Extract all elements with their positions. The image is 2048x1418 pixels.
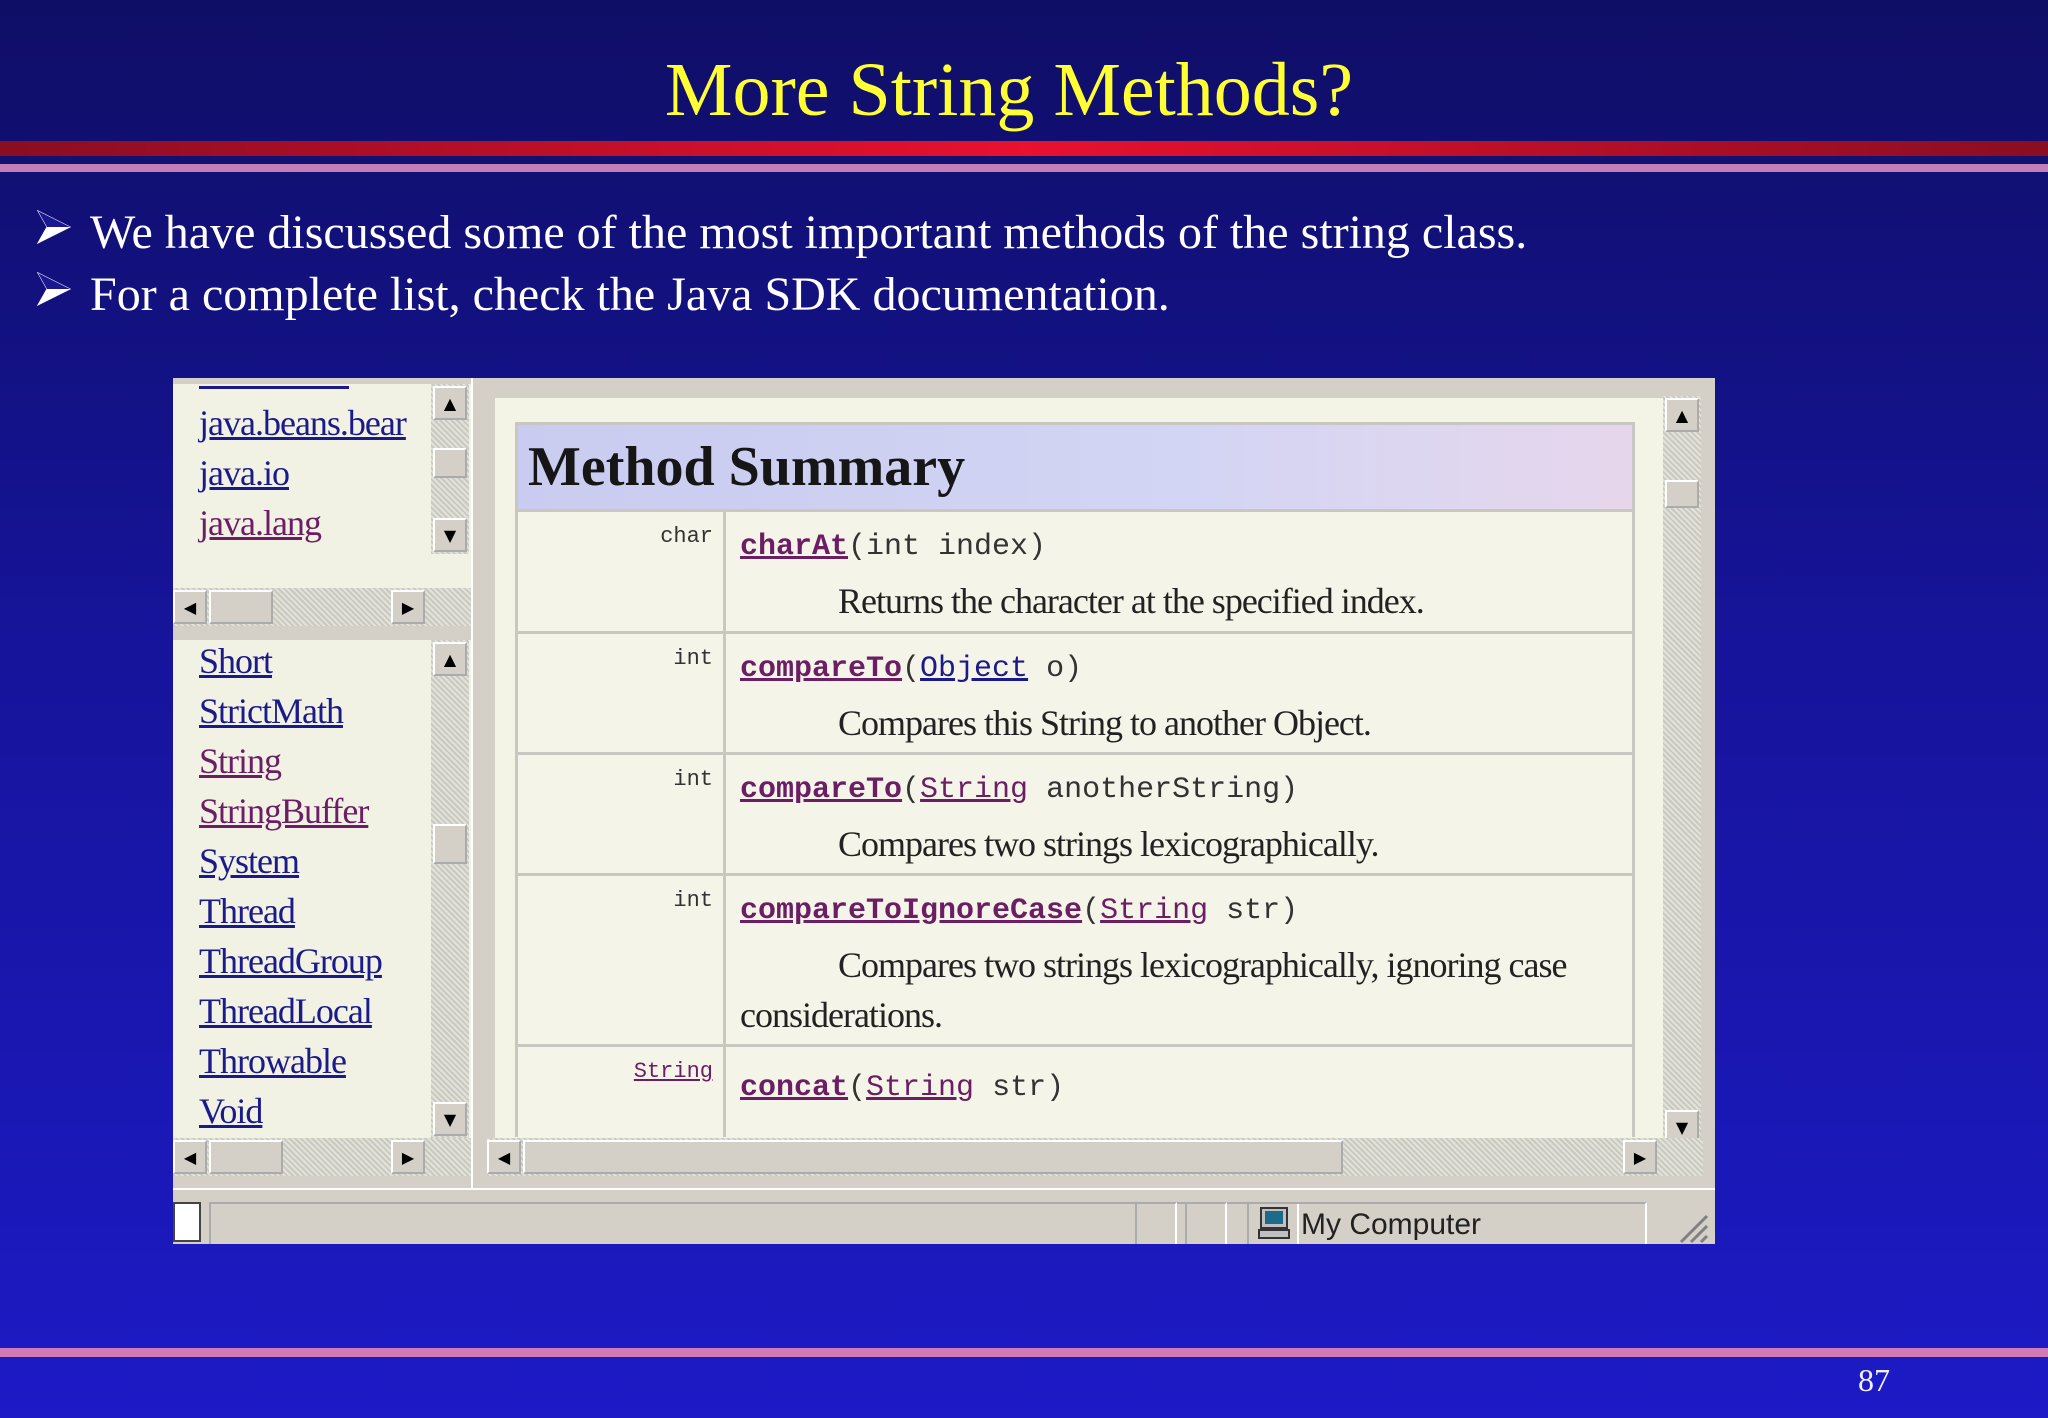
- status-cell: [1185, 1202, 1227, 1244]
- method-description: Compares two strings lexicographically.: [838, 824, 1379, 864]
- scroll-down-icon[interactable]: ▼: [433, 1102, 467, 1136]
- class-link-string[interactable]: String: [199, 741, 282, 781]
- scroll-up-icon[interactable]: ▲: [433, 642, 467, 676]
- method-signature: [740, 530, 1046, 564]
- status-bar: [173, 1188, 1715, 1244]
- type-link-string[interactable]: String: [920, 773, 1029, 807]
- table-row: [515, 512, 1635, 634]
- main-vertical-scrollbar[interactable]: [1663, 396, 1701, 1146]
- signature-param-name: anotherString): [1028, 773, 1299, 807]
- signature-open-paren: (: [1082, 894, 1101, 928]
- javadoc-browser-screenshot: [173, 378, 1715, 1244]
- return-type: int: [518, 876, 726, 1044]
- class-link-void[interactable]: Void: [199, 1091, 263, 1131]
- method-signature: [740, 773, 1298, 807]
- packages-horizontal-scrollbar[interactable]: [173, 588, 471, 626]
- method-link-charat[interactable]: charAt: [740, 530, 849, 564]
- page-done-icon: [173, 1202, 201, 1242]
- package-link-java-beans[interactable]: java.beans.bear: [199, 403, 406, 443]
- method-description: Compares two strings lexicographically, ignoring case considerations.: [740, 945, 1567, 1035]
- class-link-threadlocal[interactable]: ThreadLocal: [199, 991, 372, 1031]
- frame-splitter[interactable]: [471, 378, 495, 1188]
- scroll-thumb[interactable]: [1665, 480, 1699, 508]
- bullet-text: We have discussed some of the most important methods of the string class.: [90, 206, 1528, 259]
- title-divider-red: [0, 141, 2048, 156]
- class-link-short[interactable]: Short: [199, 641, 273, 681]
- signature-open-paren: (: [902, 652, 921, 686]
- packages-frame: [173, 384, 471, 594]
- type-link-string[interactable]: String: [1100, 894, 1209, 928]
- zone-label: My Computer: [1301, 1208, 1482, 1241]
- scroll-right-icon[interactable]: ▶: [391, 590, 425, 624]
- arrowhead-bullet-icon: [36, 208, 74, 246]
- title-divider-pink: [0, 164, 2048, 172]
- signature-param-name: o): [1028, 652, 1083, 686]
- table-row: [515, 1047, 1635, 1137]
- scroll-thumb[interactable]: [433, 824, 467, 864]
- method-link-concat[interactable]: concat: [740, 1071, 849, 1105]
- main-horizontal-scrollbar[interactable]: [487, 1138, 1703, 1176]
- method-link-compareto-string[interactable]: compareTo: [740, 773, 903, 807]
- class-link-threadgroup[interactable]: ThreadGroup: [199, 941, 382, 981]
- return-type: char: [518, 512, 726, 631]
- class-link-stringbuffer[interactable]: StringBuffer: [199, 791, 369, 831]
- scroll-thumb[interactable]: [209, 590, 273, 624]
- classes-frame: [173, 640, 471, 1146]
- signature-open-paren: (: [902, 773, 921, 807]
- computer-icon: [1257, 1206, 1293, 1240]
- slide-title: More String Methods?: [664, 48, 1354, 132]
- return-type-link[interactable]: String: [518, 1047, 726, 1137]
- method-description: Returns the character at the specified index.: [838, 581, 1424, 621]
- method-link-compareto-object[interactable]: compareTo: [740, 652, 903, 686]
- table-row: [515, 755, 1635, 876]
- package-link-java-lang[interactable]: java.lang: [199, 503, 321, 543]
- scroll-down-icon[interactable]: ▼: [433, 518, 467, 552]
- signature-params: (int index): [848, 530, 1047, 564]
- method-link-comparetoignorecase[interactable]: compareToIgnoreCase: [740, 894, 1083, 928]
- scroll-left-icon[interactable]: ◀: [173, 590, 207, 624]
- table-row: [515, 634, 1635, 755]
- scroll-down-icon[interactable]: ▼: [1665, 1110, 1699, 1144]
- page-number: 87: [1858, 1362, 1890, 1398]
- return-type: int: [518, 634, 726, 752]
- scroll-left-icon[interactable]: ◀: [487, 1140, 521, 1174]
- scroll-left-icon[interactable]: ◀: [173, 1140, 207, 1174]
- package-link-java-io[interactable]: java.io: [199, 453, 289, 493]
- method-signature: [740, 1071, 1064, 1105]
- class-link-thread[interactable]: Thread: [199, 891, 295, 931]
- signature-param-name: str): [1208, 894, 1299, 928]
- scroll-thumb[interactable]: [523, 1140, 1343, 1174]
- signature-param-name: str): [974, 1071, 1065, 1105]
- classes-vertical-scrollbar[interactable]: [431, 640, 469, 1138]
- classes-horizontal-scrollbar[interactable]: [173, 1138, 471, 1176]
- method-signature: [740, 894, 1298, 928]
- signature-open-paren: (: [848, 1071, 867, 1105]
- scroll-right-icon[interactable]: ▶: [1623, 1140, 1657, 1174]
- packages-vertical-scrollbar[interactable]: [431, 384, 469, 554]
- class-link-strictmath[interactable]: StrictMath: [199, 691, 343, 731]
- method-description: Compares this String to another Object.: [838, 703, 1371, 743]
- class-link-throwable[interactable]: Throwable: [199, 1041, 346, 1081]
- class-link-system[interactable]: System: [199, 841, 300, 881]
- scroll-thumb[interactable]: [209, 1140, 283, 1174]
- arrowhead-bullet-icon: [36, 270, 74, 308]
- table-row: [515, 876, 1635, 1047]
- method-summary-heading: Method Summary: [515, 422, 1635, 512]
- scroll-right-icon[interactable]: ▶: [391, 1140, 425, 1174]
- resize-grip-icon[interactable]: [1673, 1208, 1709, 1244]
- status-cell: [1135, 1202, 1177, 1244]
- scroll-up-icon[interactable]: ▲: [433, 386, 467, 420]
- scroll-thumb[interactable]: [433, 448, 467, 478]
- method-summary-table: [515, 422, 1635, 1137]
- method-signature: [740, 652, 1082, 686]
- bullet-text: For a complete list, check the Java SDK documentation.: [90, 268, 1170, 321]
- return-type: int: [518, 755, 726, 873]
- main-content-frame: [495, 398, 1663, 1146]
- scroll-up-icon[interactable]: ▲: [1665, 398, 1699, 432]
- footer-divider: [0, 1348, 2048, 1357]
- type-link-string[interactable]: String: [866, 1071, 975, 1105]
- clipped-package-link[interactable]: [199, 384, 349, 389]
- type-link-object[interactable]: Object: [920, 652, 1029, 686]
